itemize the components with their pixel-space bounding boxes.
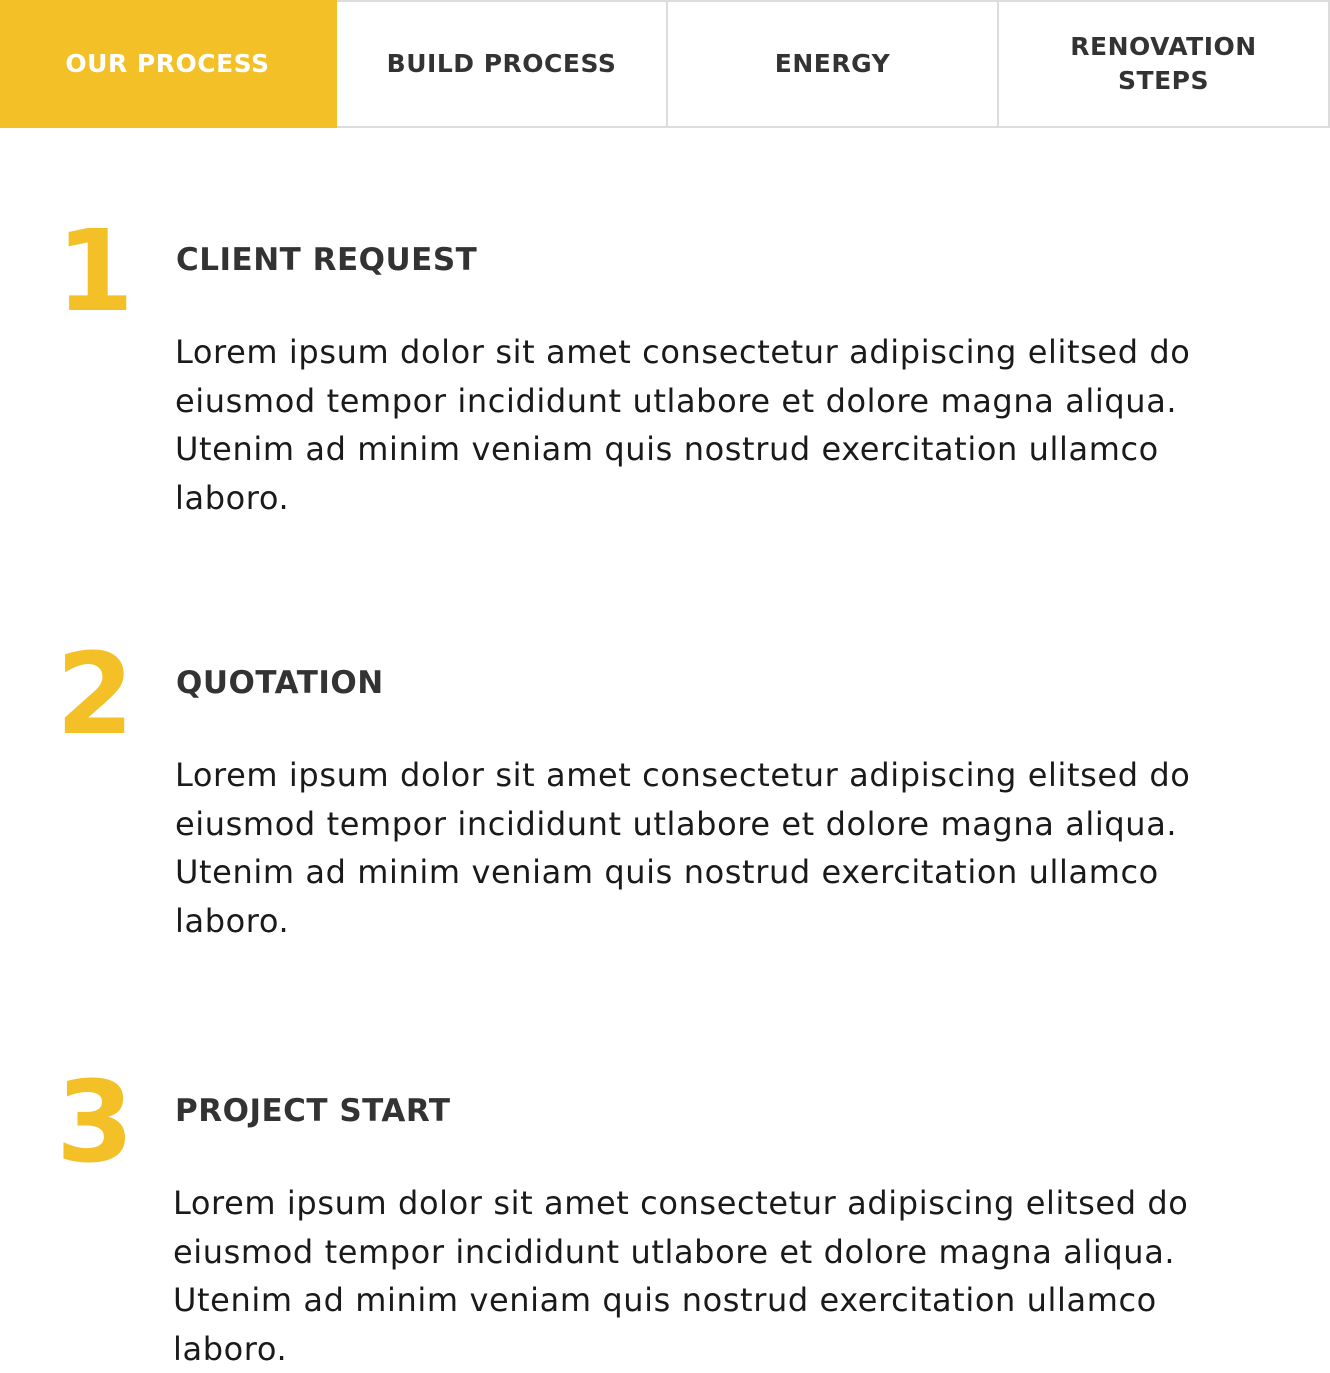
tab-energy[interactable] [668,0,999,128]
step-description: Lorem ipsum dolor sit amet consectetur adipiscing elitsed do eiusmod tempor incididunt utlabore et dolore magna aliqua. Utenim ad minim veniam quis nostrud exercitation ullamco laboro. [173,1184,1189,1368]
step-title: PROJECT START [175,1093,451,1129]
step-title: CLIENT REQUEST [176,242,478,278]
tab-label: RENOVATION STEPS [1070,32,1257,95]
tab-our-process[interactable] [0,0,337,128]
step-number: 1 [56,207,130,337]
tab-build-process[interactable] [337,0,668,128]
process-tabs [0,0,1330,128]
step-number: 3 [56,1058,130,1188]
tab-label: ENERGY [774,49,891,78]
step-description: Lorem ipsum dolor sit amet consectetur adipiscing elitsed do eiusmod tempor incididunt utlabore et dolore magna aliqua. Utenim ad minim veniam quis nostrud exercitation ullamco laboro. [175,756,1191,940]
step-title: QUOTATION [176,665,384,701]
step-description: Lorem ipsum dolor sit amet consectetur adipiscing elitsed do eiusmod tempor incididunt utlabore et dolore magna aliqua. Utenim ad minim veniam quis nostrud exercitation ullamco laboro. [175,333,1191,517]
tab-renovation-steps[interactable] [999,0,1330,128]
tab-label: BUILD PROCESS [386,49,617,78]
tab-label: OUR PROCESS [65,49,270,78]
step-number: 2 [56,630,130,760]
